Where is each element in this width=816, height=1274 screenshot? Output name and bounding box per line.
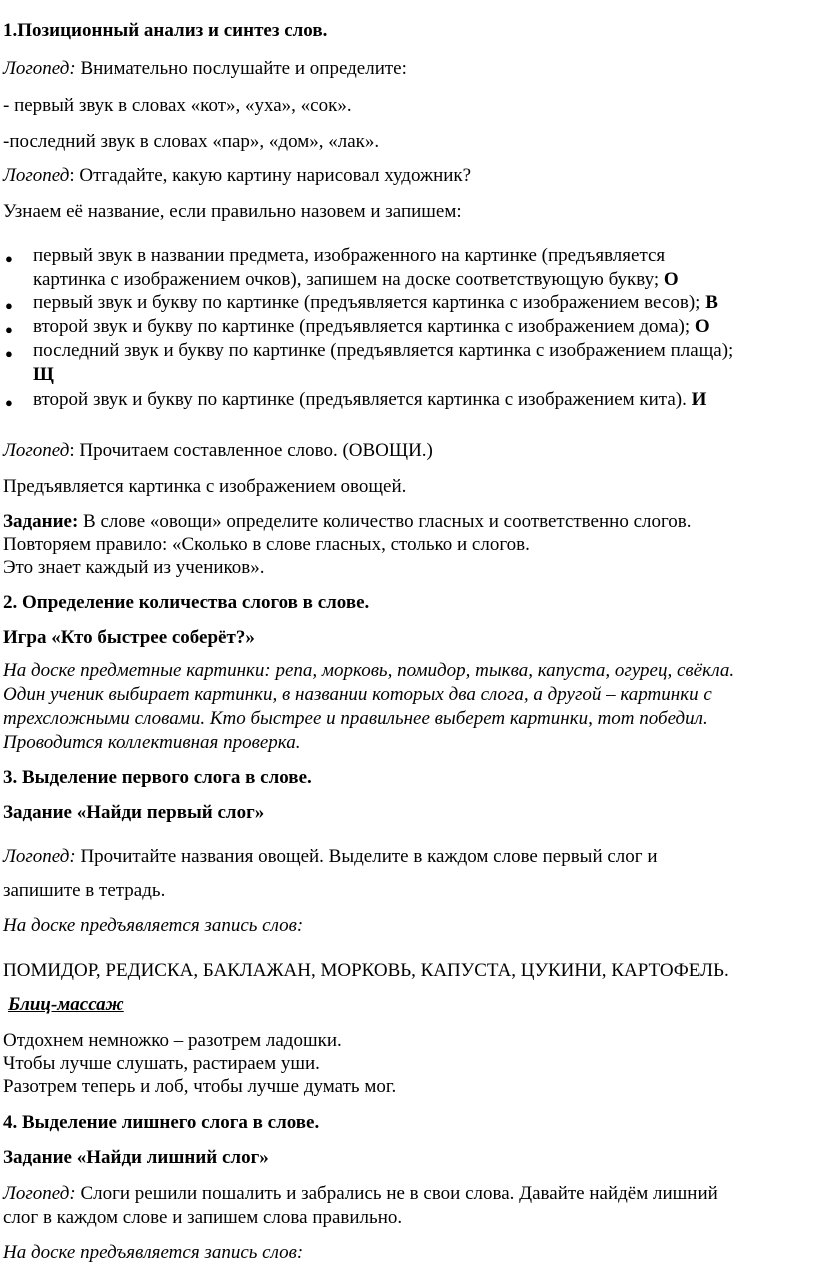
bullet-icon: ● [5,346,13,361]
paragraph: Проводится коллективная проверка. [3,732,301,753]
paragraph: - первый звук в словах «кот», «уха», «сок». [3,95,352,116]
poem-line: Чтобы лучше слушать, растираем уши. [3,1053,320,1074]
speaker-label: Логопед: [3,846,76,867]
paragraph: трехсложными словами. Кто быстрее и правильнее выберет картинки, тот победил. [3,708,708,729]
list-item-line: второй звук и букву по картинке (предъявляется картинка с изображением дома); О [33,316,710,337]
task-label: Задание: [3,511,79,532]
task-title: Задание «Найди лишний слог» [3,1147,269,1168]
paragraph: запишите в тетрадь. [3,880,166,901]
speaker-label: Логопед [3,165,70,186]
bullet-icon: ● [5,298,13,313]
bullet-icon: ● [5,322,13,337]
paragraph: Предъявляется картинка с изображением овощей. [3,476,407,497]
paragraph: слог в каждом слове и запишем слова правильно. [3,1207,403,1228]
paragraph: Задание: В слове «овощи» определите количество гласных и соответственно слогов. [3,511,692,532]
paragraph: Логопед: Слоги решили пошалить и забрались не в свои слова. Давайте найдём лишний [3,1183,718,1204]
section-2-heading: 2. Определение количества слогов в слове. [3,592,370,613]
task-title: Задание «Найди первый слог» [3,802,265,823]
list-item-line: картинка с изображением очков), запишем на доске соответствующую букву; О [33,269,679,290]
speaker-label: Логопед: [3,1183,76,1204]
list-item-line: первый звук в названии предмета, изображенного на картинке (предъявляется [33,245,666,266]
speaker-label: Логопед: [3,58,76,79]
paragraph: Логопед: Прочитаем составленное слово. (ОВОЩИ.) [3,440,433,461]
paragraph: Логопед: Прочитайте названия овощей. Выделите в каждом слове первый слог и [3,846,658,867]
paragraph: На доске предъявляется запись слов: [3,1242,304,1263]
answer-letter: И [691,389,707,410]
speaker-label: Логопед [3,440,70,461]
answer-letter: О [694,316,710,337]
paragraph: На доске предметные картинки: репа, морковь, помидор, тыква, капуста, огурец, свёкла. [3,660,735,681]
list-item-line: второй звук и букву по картинке (предъявляется картинка с изображением кита). И [33,389,707,410]
section-3-heading: 3. Выделение первого слога в слове. [3,767,312,788]
game-title: Игра «Кто быстрее соберёт?» [3,627,255,648]
section-1-heading: 1.Позиционный анализ и синтез слов. [3,20,328,41]
list-item-line: первый звук и букву по картинке (предъявляется картинка с изображением весов); В [33,292,718,313]
paragraph: Логопед: Внимательно послушайте и определите: [3,58,407,79]
paragraph: На доске предъявляется запись слов: [3,915,304,936]
list-item-line: последний звук и букву по картинке (предъявляется картинка с изображением плаща); [33,340,734,361]
blitz-title: Блиц-массаж [8,994,124,1015]
paragraph: Повторяем правило: «Сколько в слове гласных, столько и слогов. [3,534,530,555]
section-4-heading: 4. Выделение лишнего слога в слове. [3,1112,320,1133]
poem-line: Разотрем теперь и лоб, чтобы лучше думать мог. [3,1076,397,1097]
poem-line: Отдохнем немножко – разотрем ладошки. [3,1030,342,1051]
paragraph: Один ученик выбирает картинки, в названии которых два слога, а другой – картинки с [3,684,712,705]
paragraph: Это знает каждый из учеников». [3,557,265,578]
bullet-icon: ● [5,251,13,266]
answer-letter: В [705,292,718,313]
bullet-icon: ● [5,395,13,410]
answer-letter: О [663,269,679,290]
paragraph: Узнаем её название, если правильно назовем и запишем: [3,201,462,222]
paragraph: -последний звук в словах «пар», «дом», «лак». [3,131,380,152]
paragraph: Логопед: Отгадайте, какую картину нарисовал художник? [3,165,472,186]
word-list: ПОМИДОР, РЕДИСКА, БАКЛАЖАН, МОРКОВЬ, КАПУСТА, ЦУКИНИ, КАРТОФЕЛЬ. [3,960,729,981]
answer-letter: Щ [33,364,54,385]
